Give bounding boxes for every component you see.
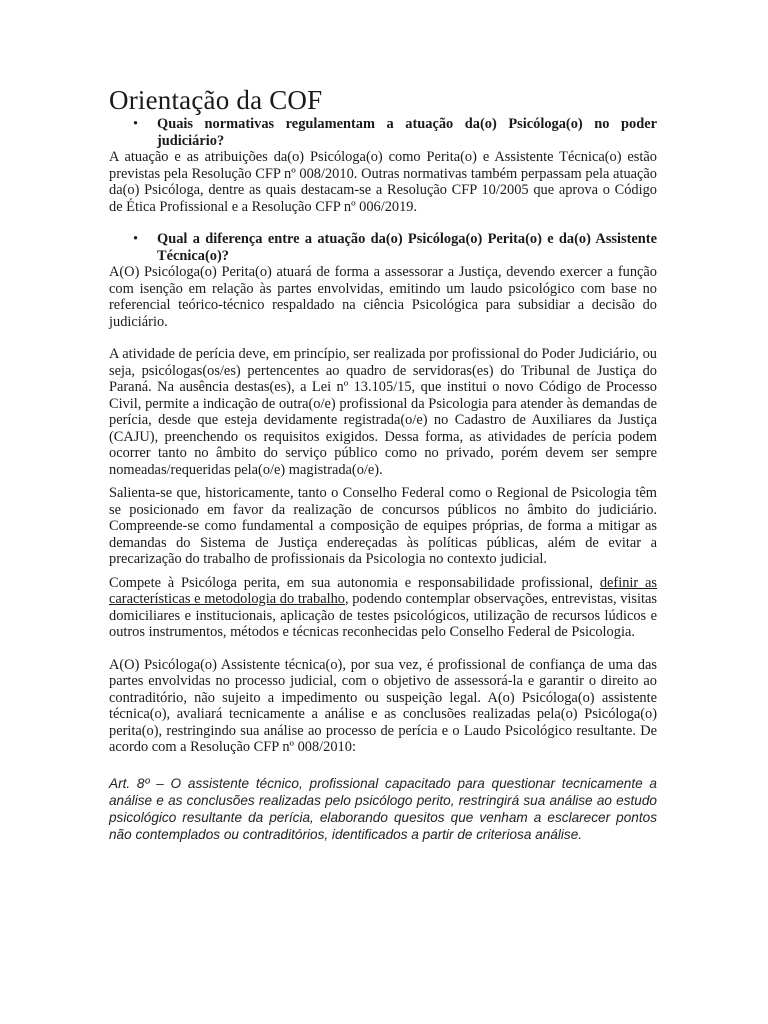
paragraph-4-start: Compete à Psicóloga perita, em sua autonomia e responsabilidade profissional, [109,574,600,591]
document-page [109,84,657,843]
answer-1-paragraph: A atuação e as atribuições da(o) Psicóloga(o) como Perita(o) e Assistente Técnica(o) estão previstas pela Resolução CFP nº 008/2010. Outras normativas também perpassam pela atuação da(o) Psicóloga, dentre as quais destacam-se a Resolução CFP 10/2005 que aprova o Código de Ética Profissional e a Resolução CFP nº 006/2019. [109,149,657,215]
bullet-icon: • [133,116,139,132]
question-2 [109,231,657,264]
question-1 [109,116,657,149]
question-1-text: Quais normativas regulamentam a atuação da(o) Psicóloga(o) no poder judiciário? [157,116,657,149]
answer-2-paragraph-3: Salienta-se que, historicamente, tanto o Conselho Federal como o Regional de Psicologia têm se posicionado em favor da realização de concursos públicos no âmbito do judiciário. Compreende-se como fundamental a composição de equipes próprias, de forma a mitigar as demandas do Sistema de Justiça endereçadas às políticas públicas, além de evitar a precarização do trabalho de profissionais da Psicologia no contexto judicial. [109,485,657,567]
question-2-text: Qual a diferença entre a atuação da(o) Psicóloga(o) Perita(o) e da(o) Assistente Técnica(o)? [157,231,657,264]
article-quote: Art. 8º – O assistente técnico, profissional capacitado para questionar tecnicamente a análise e as conclusões realizadas pelo psicólogo perito, restringirá sua análise ao estudo psicológico resultante da perícia, elaborando quesitos que venham a esclarecer pontos não contemplados ou contraditórios, identificados a partir de criteriosa análise. [109,775,657,842]
answer-2-paragraph-4 [109,575,657,641]
page-title: Orientação da COF [109,85,323,115]
answer-2-paragraph-5: A(O) Psicóloga(o) Assistente técnica(o), por sua vez, é profissional de confiança de uma das partes envolvidas no processo judicial, com o objetivo de assessorá-la e garantir o direito ao contraditório, não sujeito a impedimento ou suspeição legal. A(o) Psicóloga(o) assistente técnica(o), avaliará tecnicamente a análise e as conclusões realizadas pela(o) Psicóloga(o) perita(o), restringindo sua análise ao processo de perícia e o Laudo Psicológico resultante. De acordo com a Resolução CFP nº 008/2010: [109,656,657,755]
bullet-icon: • [133,231,139,247]
answer-2-paragraph-2: A atividade de perícia deve, em princípio, ser realizada por profissional do Poder Judiciário, ou seja, psicólogas(os/es) pertencentes ao quadro de servidoras(es) do Tribunal de Justiça do Paraná. Na ausência destas(es), a Lei nº 13.105/15, que institui o novo Código de Processo Civil, permite a indicação de outra(o/e) profissional da Psicologia para atender às demandas de perícia, desde que esteja devidamente registrada(o/e) no Cadastro de Auxiliares da Justiça (CAJU), preenchendo os requisitos exigidos. Dessa forma, as atividades de perícia podem ocorrer tanto no âmbito do serviço público como no privado, porém devem ser sempre nomeadas/requeridas pela(o/e) magistrada(o/e). [109,346,657,478]
underlined-phrase: definir as características e metodologia do trabalho [109,574,657,607]
answer-2-paragraph-1: A(O) Psicóloga(o) Perita(o) atuará de forma a assessorar a Justiça, devendo exercer a função com isenção em relação às partes envolvidas, emitindo um laudo psicológico com base no referencial teórico-técnico respaldado na ciência Psicológica para subsidiar a decisão do judiciário. [109,264,657,330]
paragraph-4-end: , podendo contemplar observações, entrevistas, visitas domiciliares e institucionais, aplicação de testes psicológicos, utilização de recursos lúdicos e outros instrumentos, métodos e técnicas reconhecidas pelo Conselho Federal de Psicologia. [109,591,657,640]
